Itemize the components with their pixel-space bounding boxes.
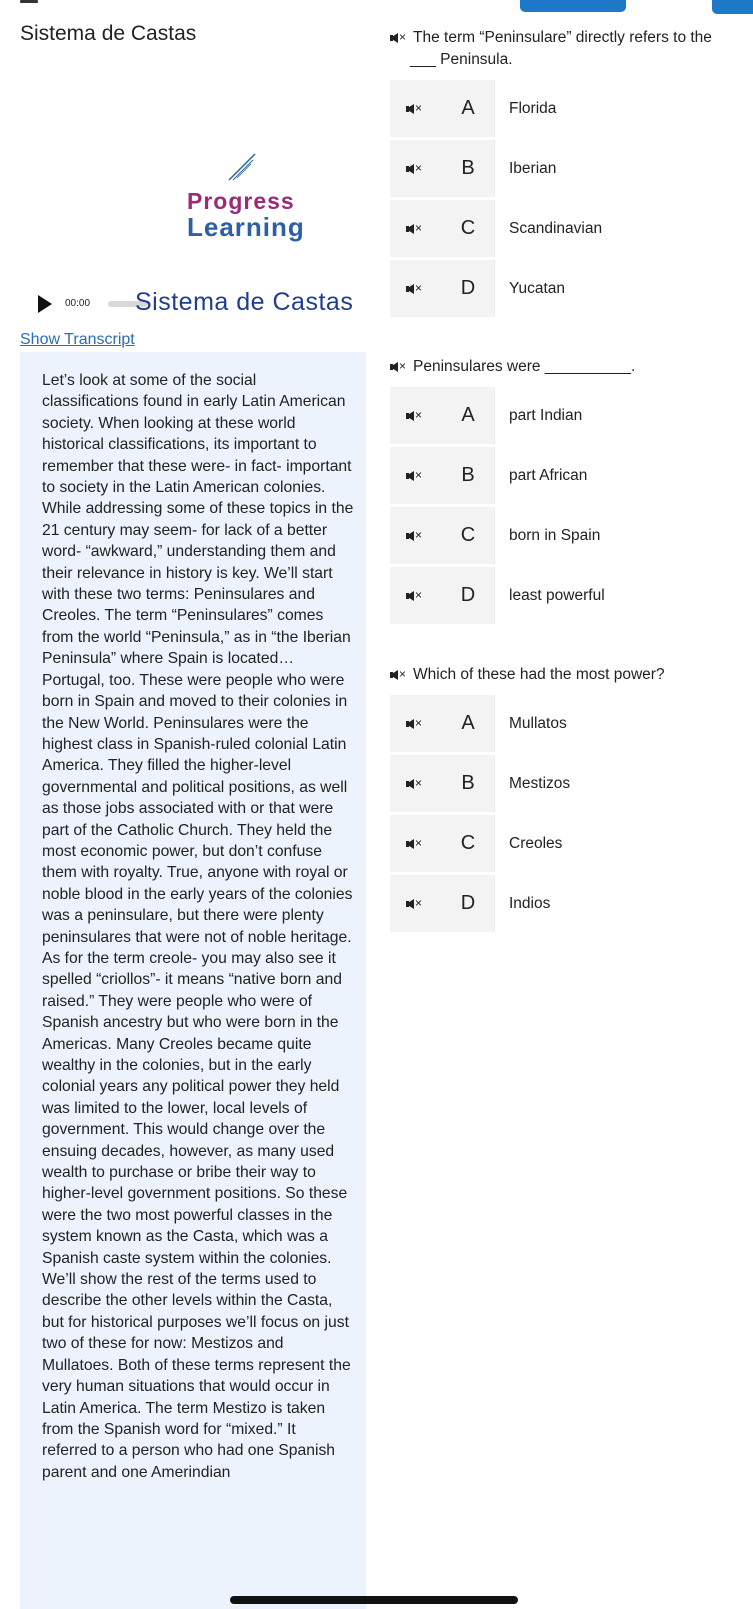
choice-text[interactable]: Indios xyxy=(494,875,723,932)
choice-text[interactable]: Iberian xyxy=(494,140,723,197)
choice-text[interactable]: Mestizos xyxy=(494,755,723,812)
speaker-muted-icon[interactable]: × xyxy=(390,31,408,45)
question-3 xyxy=(390,664,743,932)
speaker-muted-icon[interactable]: × xyxy=(406,529,424,543)
choice-text[interactable]: Creoles xyxy=(494,815,723,872)
pause-button[interactable] xyxy=(712,0,753,14)
choice-b[interactable] xyxy=(390,755,723,812)
choice-letter: B xyxy=(461,157,475,179)
speaker-muted-icon[interactable]: × xyxy=(406,469,424,483)
top-toolbar xyxy=(0,0,753,14)
choice-letter: B xyxy=(461,464,475,486)
choice-letter: A xyxy=(461,404,475,426)
choice-b[interactable] xyxy=(390,140,723,197)
choice-text[interactable]: Scandinavian xyxy=(494,200,723,257)
choice-text[interactable]: born in Spain xyxy=(494,507,723,564)
choice-b[interactable] xyxy=(390,447,723,504)
speaker-muted-icon[interactable]: × xyxy=(406,222,424,236)
choice-text[interactable]: part Indian xyxy=(494,387,723,444)
show-transcript-link[interactable]: Show Transcript xyxy=(20,331,135,348)
choice-text[interactable]: least powerful xyxy=(494,567,723,624)
home-indicator xyxy=(230,1596,518,1604)
choice-letter: C xyxy=(460,832,476,854)
question-prompt-text: Which of these had the most power? xyxy=(413,666,665,683)
question-prompt-text: Peninsulares were __________. xyxy=(413,358,636,375)
speaker-muted-icon[interactable]: × xyxy=(406,162,424,176)
choice-text[interactable]: Yucatan xyxy=(494,260,723,317)
submit-button[interactable] xyxy=(520,0,626,12)
choice-letter: D xyxy=(460,892,476,914)
choice-d[interactable] xyxy=(390,875,723,932)
choice-letter: B xyxy=(461,772,475,794)
speaker-muted-icon[interactable]: × xyxy=(406,897,424,911)
choice-d[interactable] xyxy=(390,260,723,317)
play-icon[interactable] xyxy=(38,295,52,313)
question-prompt-text: The term “Peninsulare” directly refers to the xyxy=(413,29,712,46)
question-prompt-line-2: ___ Peninsula. xyxy=(410,51,513,68)
question-prompt xyxy=(390,27,743,49)
audio-title: Sistema de Castas xyxy=(135,288,354,316)
logo-line-2: Learning xyxy=(187,212,305,242)
transcript-text: Let’s look at some of the social classifications found in early Latin American society. When looking at these world historical classifications, its important to remember that these were- in fact- important to society in the Latin American colonies. While addressing some of these topics in the 21 century may seem- for lack of a better word- “awkward,” understanding them and their relevance in history is key. We’ll start with these two terms: Peninsulares and Creoles. The term “Peninsulares” comes from the world “Peninsula,” as in “the Iberian Peninsula” where Spain is located… Portugal, too. These were people who were born in Spain and moved to their colonies in the New World. Peninsulares were the highest class in Spanish-ruled colonial Latin America. They filled the higher-level governmental and political positions, as well as those jobs associated with or that were part of the Catholic Church. They held the most economic power, but don’t confuse them with royalty. True, anyone with royal or noble blood in the early years of the colonies was a peninsulare, but there were plenty peninsulares that were not of noble heritage. As for the term creole- you may also see it spelled “criollos”- it means “native born and raised.” They were people who were of Spanish ancestry but who were born in the Americas. Many Creoles became quite wealthy in the colonies, but in the early colonial years any political power they held was limited to the lower, local levels of government. This would change over the ensuing decades, however, as many used wealth to purchase or bribe their way to higher-level government positions. So these were the two most powerful classes in the system known as the Casta, which was a Spanish caste system within the colonies. We’ll show the rest of the terms used to describe the other levels within the Casta, but for historical purposes we’ll focus on just two of these for now: Mestizos and Mullatoes. Both of these terms represent the very human situations that would occur in Latin America. The term Mestizo is taken from the Spanish word for “mixed.” It referred to a person who had one Spanish parent and one Amerindian xyxy=(42,372,354,1481)
logo-line-1: Progress xyxy=(187,188,295,214)
choice-letter: D xyxy=(460,584,476,606)
question-1 xyxy=(390,27,743,317)
audio-player xyxy=(20,288,365,328)
choice-c[interactable] xyxy=(390,507,723,564)
speaker-muted-icon[interactable]: × xyxy=(406,102,424,116)
choice-letter: D xyxy=(460,277,476,299)
menu-icon[interactable] xyxy=(20,0,38,8)
logo-swoosh-icon xyxy=(225,150,265,190)
audio-time: 00:00 xyxy=(65,298,91,309)
choice-a[interactable] xyxy=(390,387,723,444)
choice-a[interactable] xyxy=(390,695,723,752)
choice-c[interactable] xyxy=(390,200,723,257)
choice-letter: C xyxy=(460,524,476,546)
speaker-muted-icon[interactable]: × xyxy=(406,837,424,851)
choice-text[interactable]: Florida xyxy=(494,80,723,137)
speaker-muted-icon[interactable]: × xyxy=(406,282,424,296)
speaker-muted-icon[interactable]: × xyxy=(390,668,408,682)
speaker-muted-icon[interactable]: × xyxy=(406,589,424,603)
transcript-panel xyxy=(20,352,366,1609)
choice-letter: A xyxy=(461,712,475,734)
choice-letter: C xyxy=(460,217,476,239)
choice-a[interactable] xyxy=(390,80,723,137)
choice-text[interactable]: Mullatos xyxy=(494,695,723,752)
lesson-title: Sistema de Castas xyxy=(20,22,197,45)
speaker-muted-icon[interactable]: × xyxy=(406,409,424,423)
question-2 xyxy=(390,356,743,624)
question-prompt xyxy=(390,356,743,378)
speaker-muted-icon[interactable]: × xyxy=(390,360,408,374)
choice-d[interactable] xyxy=(390,567,723,624)
choice-text[interactable]: part African xyxy=(494,447,723,504)
choice-letter: A xyxy=(461,97,475,119)
progress-learning-logo xyxy=(185,150,325,250)
speaker-muted-icon[interactable]: × xyxy=(406,717,424,731)
choice-c[interactable] xyxy=(390,815,723,872)
question-prompt xyxy=(390,664,743,686)
speaker-muted-icon[interactable]: × xyxy=(406,777,424,791)
